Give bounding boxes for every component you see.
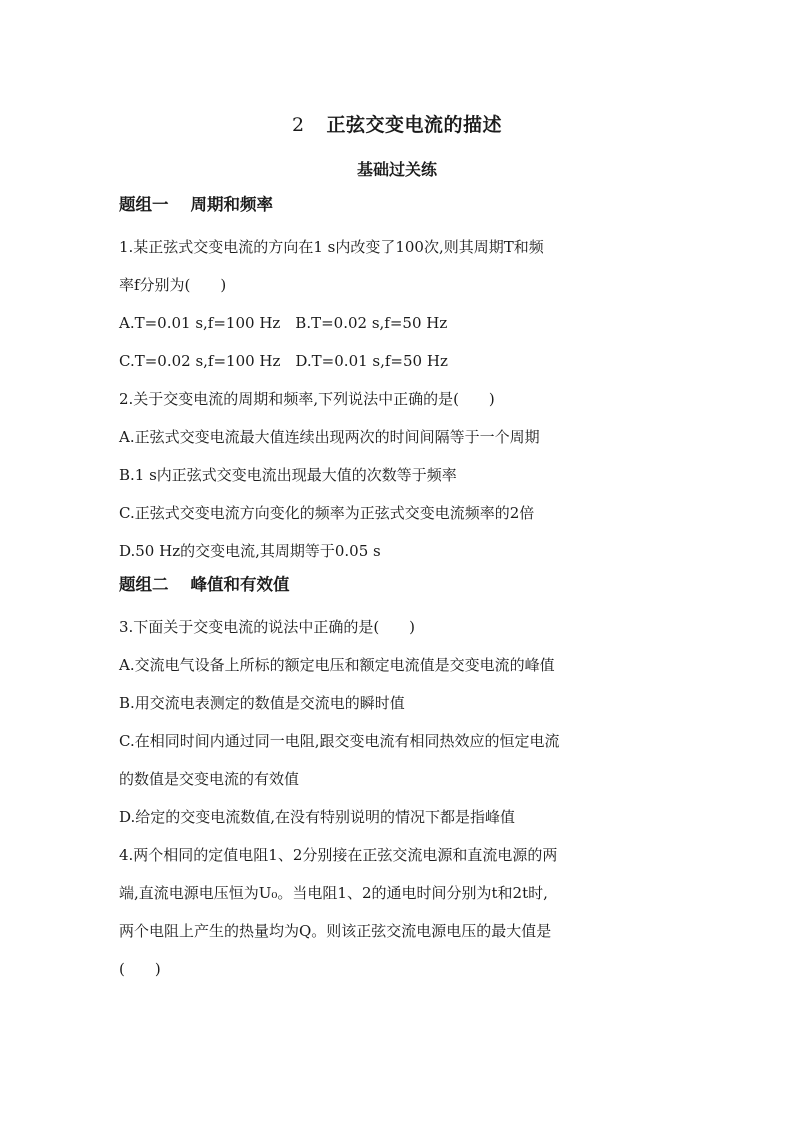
- group-name: 峰值和有效值: [190, 575, 290, 594]
- page-subtitle: 基础过关练: [356, 160, 437, 179]
- title-text: 正弦交变电流的描述: [326, 114, 503, 136]
- question-1-stem-line-2: 率f分别为( ): [119, 276, 227, 294]
- question-1-options-cd: C.T=0.02 s,f=100 Hz D.T=0.01 s,f=50 Hz: [119, 352, 448, 370]
- group-label: 题组二: [119, 575, 169, 594]
- group-heading-2: [119, 570, 679, 608]
- question-4-line-1: 4.两个相同的定值电阻1、2分别接在正弦交流电源和直流电源的两: [119, 846, 558, 864]
- question-3-stem: 3.下面关于交变电流的说法中正确的是( ): [119, 618, 416, 636]
- group-label: 题组一: [119, 195, 169, 214]
- group-name: 周期和频率: [190, 195, 273, 214]
- group-heading-1: [119, 190, 679, 228]
- question-3-option-a: A.交流电气设备上所标的额定电压和额定电流值是交变电流的峰值: [119, 656, 555, 674]
- question-3-option-b: B.用交流电表测定的数值是交流电的瞬时值: [119, 694, 405, 712]
- question-2-option-d: D.50 Hz的交变电流,其周期等于0.05 s: [119, 542, 381, 560]
- section-number: 2: [291, 114, 305, 136]
- question-3-option-d: D.给定的交变电流数值,在没有特别说明的情况下都是指峰值: [119, 808, 516, 826]
- question-4-line-3: 两个电阻上产生的热量均为Q。则该正弦交流电源电压的最大值是: [119, 922, 552, 940]
- question-2-stem: 2.关于交变电流的周期和频率,下列说法中正确的是( ): [119, 390, 495, 408]
- question-2-option-c: C.正弦式交变电流方向变化的频率为正弦式交变电流频率的2倍: [119, 504, 535, 522]
- question-4-line-4: ( ): [119, 960, 161, 978]
- question-3-option-c-line-2: 的数值是交变电流的有效值: [119, 770, 300, 788]
- page-title: [0, 110, 794, 137]
- question-list: [119, 190, 679, 988]
- question-3-option-c-line-1: C.在相同时间内通过同一电阻,跟交变电流有相同热效应的恒定电流: [119, 732, 560, 750]
- question-1-stem-line-1: 1.某正弦式交变电流的方向在1 s内改变了100次,则其周期T和频: [119, 238, 544, 256]
- question-2-option-a: A.正弦式交变电流最大值连续出现两次的时间间隔等于一个周期: [119, 428, 540, 446]
- question-2-option-b: B.1 s内正弦式交变电流出现最大值的次数等于频率: [119, 466, 457, 484]
- question-4-line-2: 端,直流电源电压恒为U₀。当电阻1、2的通电时间分别为t和2t时,: [119, 884, 548, 902]
- question-1-options-ab: A.T=0.01 s,f=100 Hz B.T=0.02 s,f=50 Hz: [119, 314, 448, 332]
